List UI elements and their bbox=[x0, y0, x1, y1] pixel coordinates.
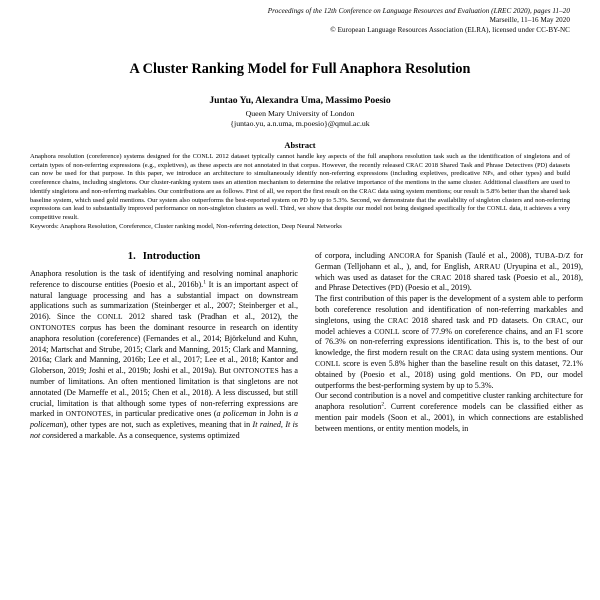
copyright-icon: © bbox=[330, 25, 336, 34]
abstract-heading: Abstract bbox=[284, 141, 316, 151]
keywords-line: Keywords: Anaphora Resolution, Coreference, Cluster ranking model, Non-referring detection, Deep Neural Networks bbox=[30, 223, 342, 231]
header-license-text: European Language Resources Association (ELRA), licensed under CC-BY-NC bbox=[337, 25, 570, 34]
section-title: Introduction bbox=[142, 250, 201, 262]
author-list: Juntao Yu, Alexandra Uma, Massimo Poesio bbox=[209, 95, 391, 107]
body-columns bbox=[30, 250, 584, 442]
affiliation: Queen Mary University of London bbox=[245, 109, 355, 119]
page-title: A Cluster Ranking Model for Full Anaphora Resolution bbox=[129, 61, 471, 78]
contact-email: {juntao.yu, a.n.uma, m.poesio}@qmul.ac.uk bbox=[230, 119, 370, 129]
section-number: 1. bbox=[127, 250, 136, 262]
running-header bbox=[30, 7, 570, 35]
abstract-section bbox=[30, 141, 570, 232]
left-paragraph-1: Anaphora resolution is the task of identifying and resolving nominal anaphoric reference to discourse entities (Poesio et al., 2016b).$^1$ It is an important aspect of natural language processing and has a substantial impact on downstream applications such as summarization (Steinberger et al., 2007; Steinberger et al., 2016). Since the CONLL 2012 shared task (Pradhan et al., 2012), the ONTONOTES corpus has been the dominant resource in research on identity anaphora resolution (coreference) (Fernandes et al., 2014; Björkelund and Kuhn, 2014; Martschat and Strube, 2015; Clark and Manning, 2015; Clark and Manning, 2016a; Clark and Manning, 2016b; Lee et al., 2017; Lee et al., 2018; Kantor and Globerson, 2019; Joshi et al., 2019b; Joshi et al., 2019a). But ONTONOTES has a number of limitations. An often mentioned limitation is that singletons are not annotated (De Marneffe et al., 2015; Chen et al., 2018). A less discussed, but still crucial, limitation is that although some types of non-referring expressions are marked in ONTONOTES, in particular predicative ones (a policeman in John is a policeman), other types are not, such as expletives, meaning that in It rained, It is not considered a markable. As a consequence, systems optimized bbox=[30, 268, 299, 441]
abstract-text: Anaphora resolution (coreference) systems designed for the CONLL 2012 dataset typically cannot handle key aspects of the full anaphora resolution task such as the identification of singletons and of certain types of non-referring expressions (e.g., expletives), as these aspects are not annotated in that corpus. However, the recently released CRAC 2018 Shared Task and Phrase Detectives (PD) datasets can now be used for that purpose. In this paper, we introduce an architecture to simultaneously identify non-referring expressions (including expletives, predicative NPs, and other types) and build coreference chains, including singletons. Our cluster-ranking system uses an attention mechanism to determine the relative importance of the mentions in the same cluster. Additional classifiers are used to identify singletons and non-referring markables. Our contributions are as follows. First of all, we report the first result on the CRAC data using system mentions; our result is 5.8% better than the shared task baseline system, which used gold mentions. Our system also outperforms the best-reported system on PD by up to 5.3%. Second, we demonstrate that the availability of singleton clusters and non-referring expressions can lead to substantially improved performance on non-singleton clusters as well. Third, we show that despite our model not being designed specifically for the CONLL data, it achieves a very competitive result. bbox=[30, 153, 571, 221]
right-paragraph-3: Our second contribution is a novel and competitive cluster ranking architecture for anaphora resolution$^2$. Current coreference models can be classified either as mention pair models (Soon et al., 2001), in which connections are established between mentions, or entity mention models, in bbox=[315, 391, 584, 433]
right-paragraph-2: The first contribution of this paper is the development of a system able to perform both coreference resolution and identification of non-referring markables and singletons, using the CRAC 2018 shared task and PD datasets. On CRAC, our model achieves a CONLL score of 77.9% on coreference chains, and an F1 score of 76.3% on non-referring expressions identification. This is, to the best of our knowledge, the first modern result on the CRAC data using system mentions. Our CONLL score is even 5.8% higher than the baseline result on this dataset, 72.1% obtained by (Poesio et al., 2018) using gold mentions. On PD, our model outperforms the best-performing system by up to 5.3%. bbox=[315, 294, 584, 390]
right-column bbox=[315, 251, 583, 442]
right-paragraph-1: of corpora, including ANCORA for Spanish (Taulé et al., 2008), TUBA-D/Z for German (Telljohann et al., ), and, for English, ARRAU (Uryupina et al., 2019), which was used as dataset for the CRAC 2018 shared task (Poesio et al., 2018), and Phrase Detectives (PD) (Poesio et al., 2019). bbox=[315, 250, 583, 293]
header-proceedings-line: Proceedings of the 12th Conference on Language Resources and Evaluation (LREC 2020), pages 11–20 bbox=[267, 7, 570, 15]
section-heading-introduction bbox=[30, 251, 298, 262]
header-venue-line: Marseille, 11–16 May 2020 bbox=[489, 16, 570, 25]
header-license-line bbox=[30, 26, 570, 35]
left-column bbox=[30, 251, 298, 442]
